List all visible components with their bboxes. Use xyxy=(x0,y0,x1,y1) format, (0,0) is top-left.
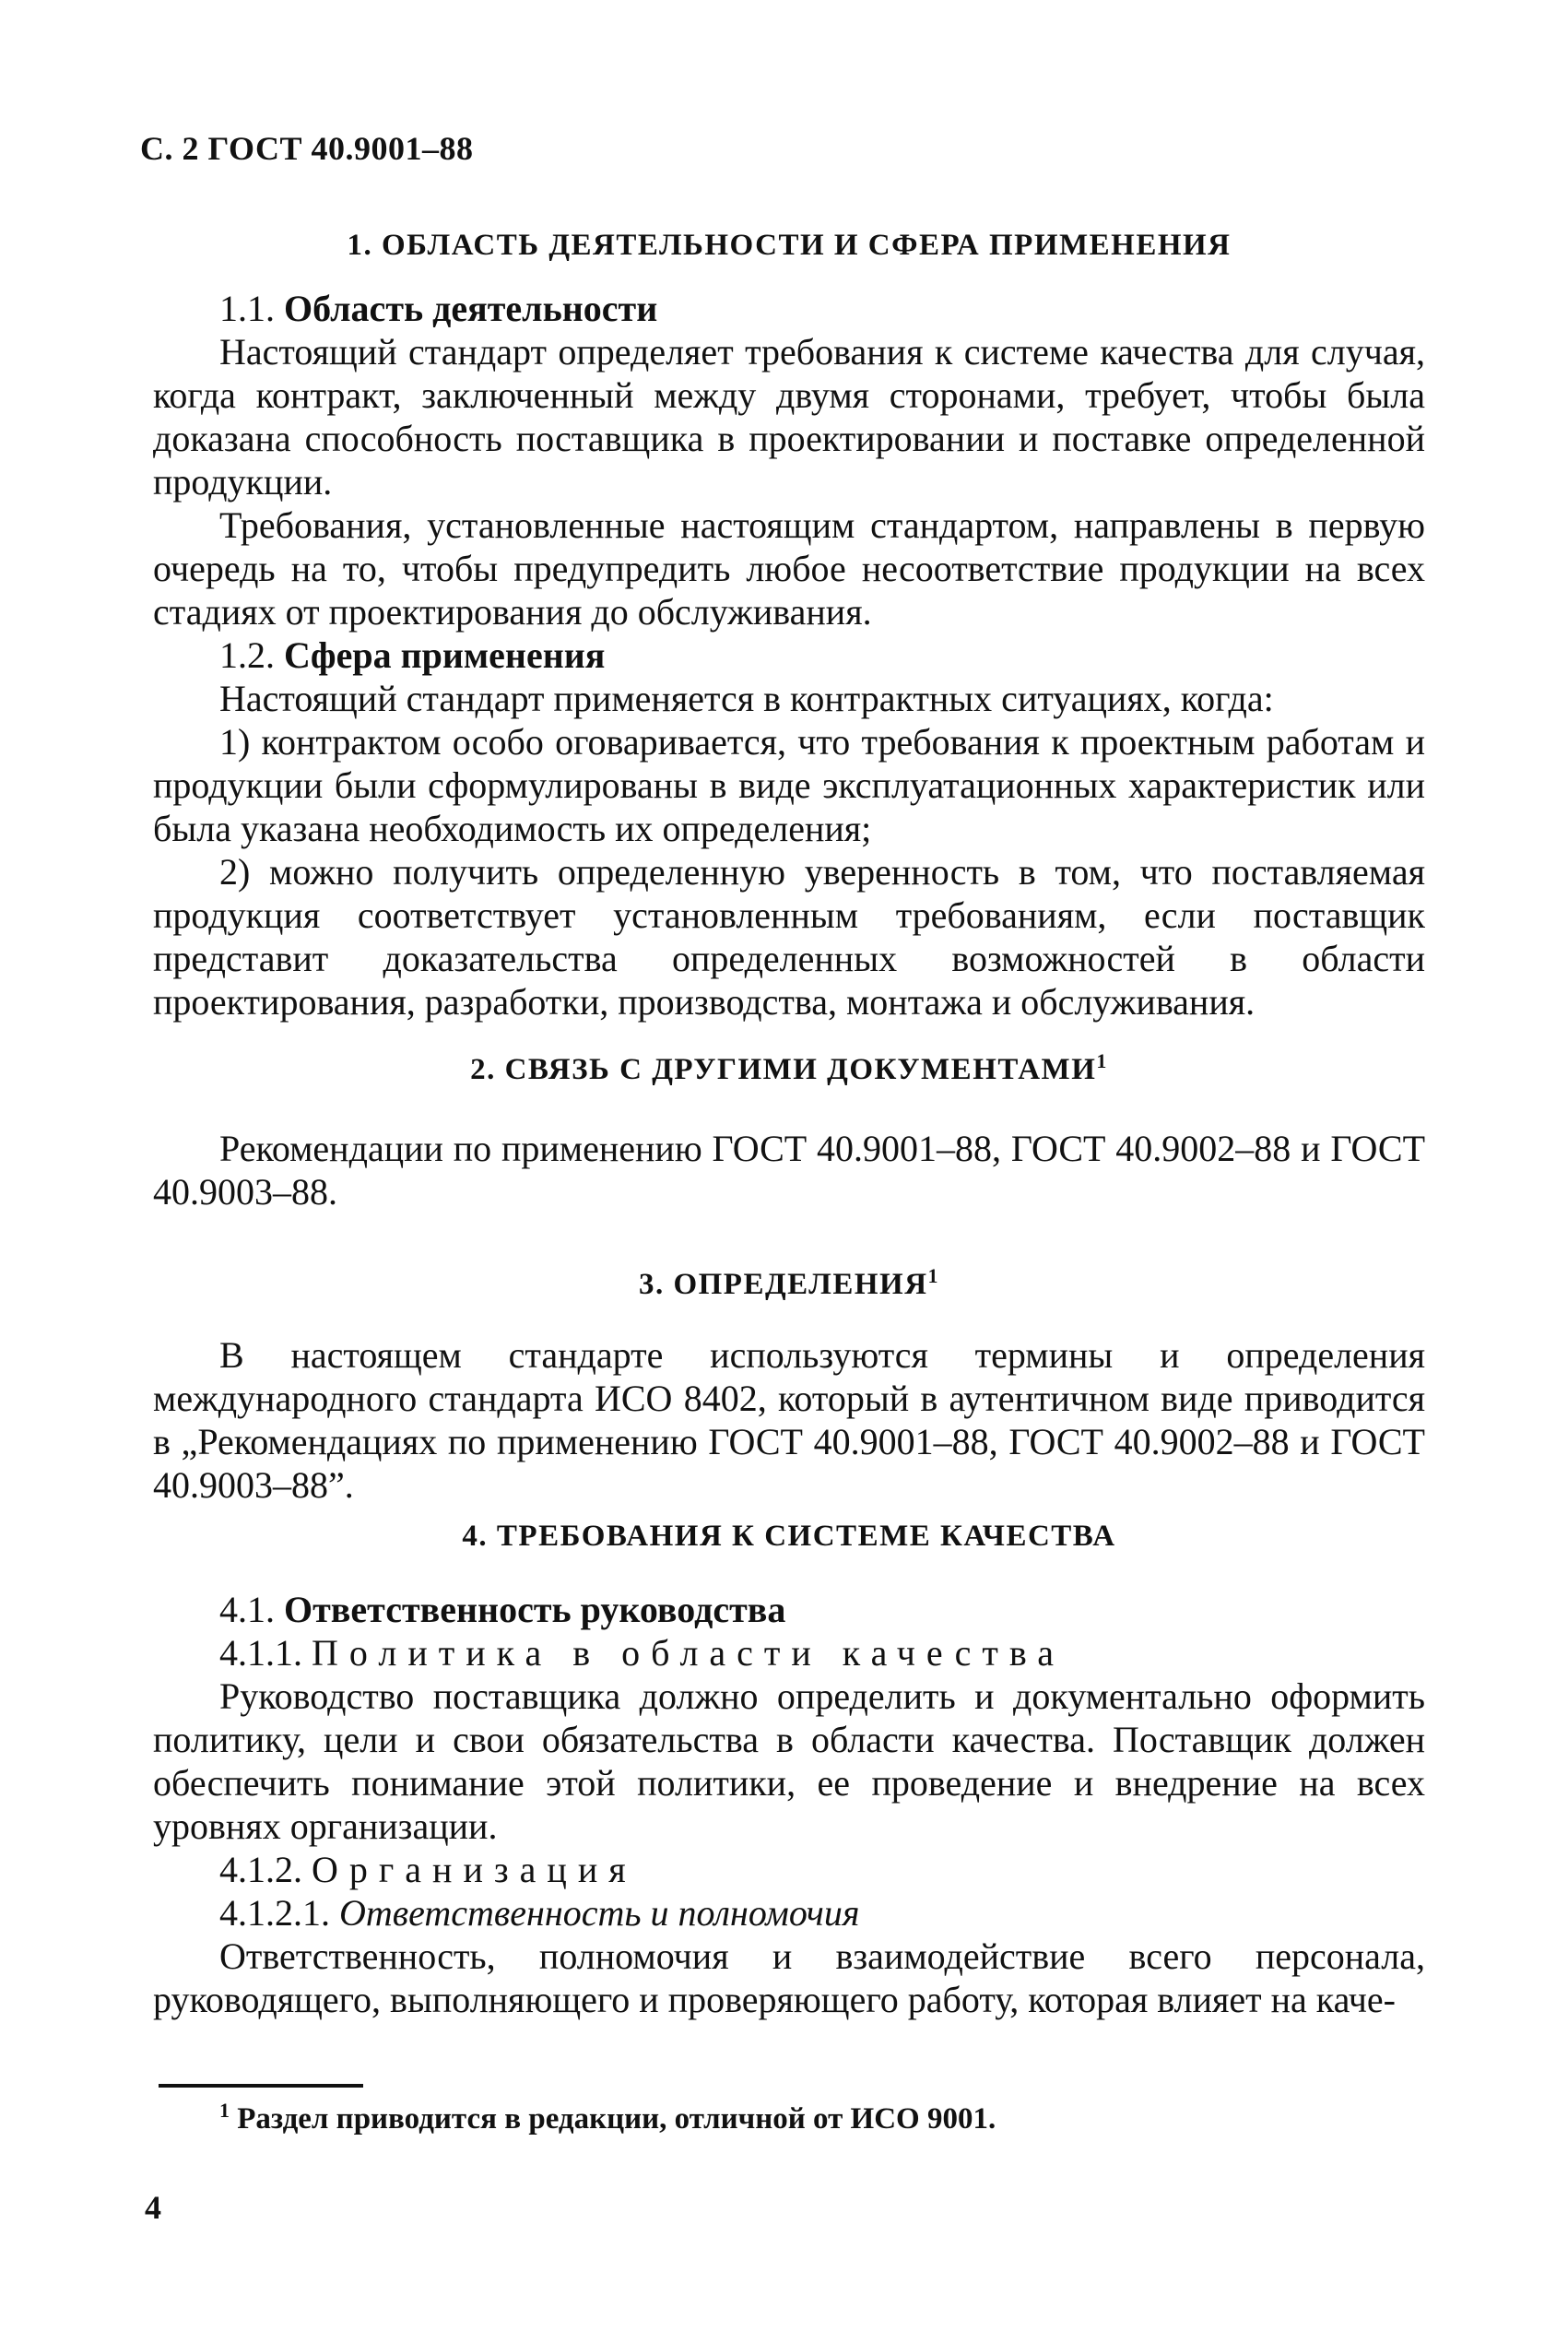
section-2 xyxy=(153,1049,1425,1087)
section-3 xyxy=(153,1264,1425,1302)
subsection-4-1-2-number: 4.1.2. xyxy=(219,1849,312,1890)
paragraph-4-1-1-a: Руководство поставщика должно определить и документально оформить политику, цели и свои обязательства в области качества. Поставщик должен обеспечить понимание этой политики, ее проведение и внедрение на всех уровнях организации. xyxy=(153,1675,1425,1847)
paragraph-1-1-b: Требования, установленные настоящим стандартом, направлены в первую очередь на то, чтобы предупредить любое несоответствие продукции на всех стадиях от проектирования до обслуживания. xyxy=(153,504,1425,633)
subsection-4-1-2-1-label: Ответственность и полномочия xyxy=(339,1892,860,1934)
paragraph-2-a: Рекомендации по применению ГОСТ 40.9001–88, ГОСТ 40.9002–88 и ГОСТ 40.9003–88. xyxy=(153,1128,1425,1213)
subsection-4-1-title xyxy=(153,1588,1425,1631)
paragraph-1-2-a: Настоящий стандарт применяется в контрактных ситуациях, когда: xyxy=(219,678,1274,719)
subsection-4-1-2-1-number: 4.1.2.1. xyxy=(219,1892,339,1934)
subsection-4-1-label: Ответственность руководства xyxy=(284,1589,786,1630)
section-3-heading-text: 3. ОПРЕДЕЛЕНИЯ xyxy=(638,1268,928,1301)
subsection-1-1-label: Область деятельности xyxy=(284,288,658,329)
section-2-footnote-mark: 1 xyxy=(1096,1049,1108,1072)
subsection-1-2-title xyxy=(153,633,1425,677)
page-header: С. 2 ГОСТ 40.9001–88 xyxy=(140,130,474,167)
section-3-footnote-mark: 1 xyxy=(927,1264,940,1287)
section-1 xyxy=(153,229,1425,263)
subsection-4-1-2-1-title xyxy=(153,1891,1425,1935)
footnote-divider xyxy=(159,2084,363,2088)
paragraph-1-2-item-1: 1) контрактом особо оговаривается, что требования к проектным работам и продукции были сформулированы в виде эксплуатационных характеристик или была указана необходимость их определения; xyxy=(153,721,1425,849)
subsection-1-2-number: 1.2. xyxy=(219,634,284,676)
subsection-1-1-number: 1.1. xyxy=(219,288,284,329)
subsection-4-1-1-number: 4.1.1. xyxy=(219,1632,312,1674)
paragraph-4-1-2-1-a: Ответственность, полномочия и взаимодействие всего персонала, руководящего, выполняющего и проверяющего работу, которая влияет на каче- xyxy=(153,1935,1425,2020)
section-2-heading-text: 2. СВЯЗЬ С ДРУГИМИ ДОКУМЕНТАМИ xyxy=(470,1053,1097,1086)
section-3-body xyxy=(153,1333,1425,1507)
page-number: 4 xyxy=(145,2189,161,2226)
subsection-1-2-label: Сфера применения xyxy=(284,634,606,676)
footnote-text: Раздел приводится в редакции, отличной от ИСО 9001. xyxy=(230,2102,996,2136)
paragraph-1-1-a: Настоящий стандарт определяет требования к системе качества для случая, когда контракт, заключенный между двумя сторонами, требует, чтобы была доказана способность поставщика в проектировании и поставке определенной продукции. xyxy=(153,331,1425,503)
section-2-body xyxy=(153,1127,1425,1213)
section-4-heading: 4. ТРЕБОВАНИЯ К СИСТЕМЕ КАЧЕСТВА xyxy=(462,1520,1116,1553)
section-4 xyxy=(153,1520,1425,1554)
subsection-4-1-1-label: Политика в области качества xyxy=(312,1632,1065,1674)
paragraph-1-2-item-2: 2) можно получить определенную уверенность в том, что поставляемая продукция соответствует установленным требованиям, если поставщик представит доказательства определенных возможностей в области проектирования, разработки, производства, монтажа и обслуживания. xyxy=(153,851,1425,1023)
footnote xyxy=(219,2099,996,2136)
paragraph-3-a: В настоящем стандарте используются термины и определения международного стандарта ИСО 8402, который в аутентичном виде приводится в „Рекомендациях по применению ГОСТ 40.9001–88, ГОСТ 40.9002–88 и ГОСТ 40.9003–88”. xyxy=(153,1334,1425,1506)
section-1-heading: 1. ОБЛАСТЬ ДЕЯТЕЛЬНОСТИ И СФЕРА ПРИМЕНЕНИЯ xyxy=(347,229,1232,262)
section-3-heading xyxy=(153,1264,1425,1302)
subsection-1-1-title xyxy=(153,287,1425,330)
section-4-body xyxy=(153,1588,1425,2021)
footnote-mark: 1 xyxy=(219,2099,230,2122)
subsection-4-1-2-title xyxy=(153,1848,1425,1891)
subsection-4-1-number: 4.1. xyxy=(219,1589,284,1630)
section-1-body xyxy=(153,287,1425,1024)
subsection-4-1-2-label: Организация xyxy=(312,1849,637,1890)
subsection-4-1-1-title xyxy=(153,1631,1425,1674)
section-2-heading xyxy=(153,1049,1425,1087)
